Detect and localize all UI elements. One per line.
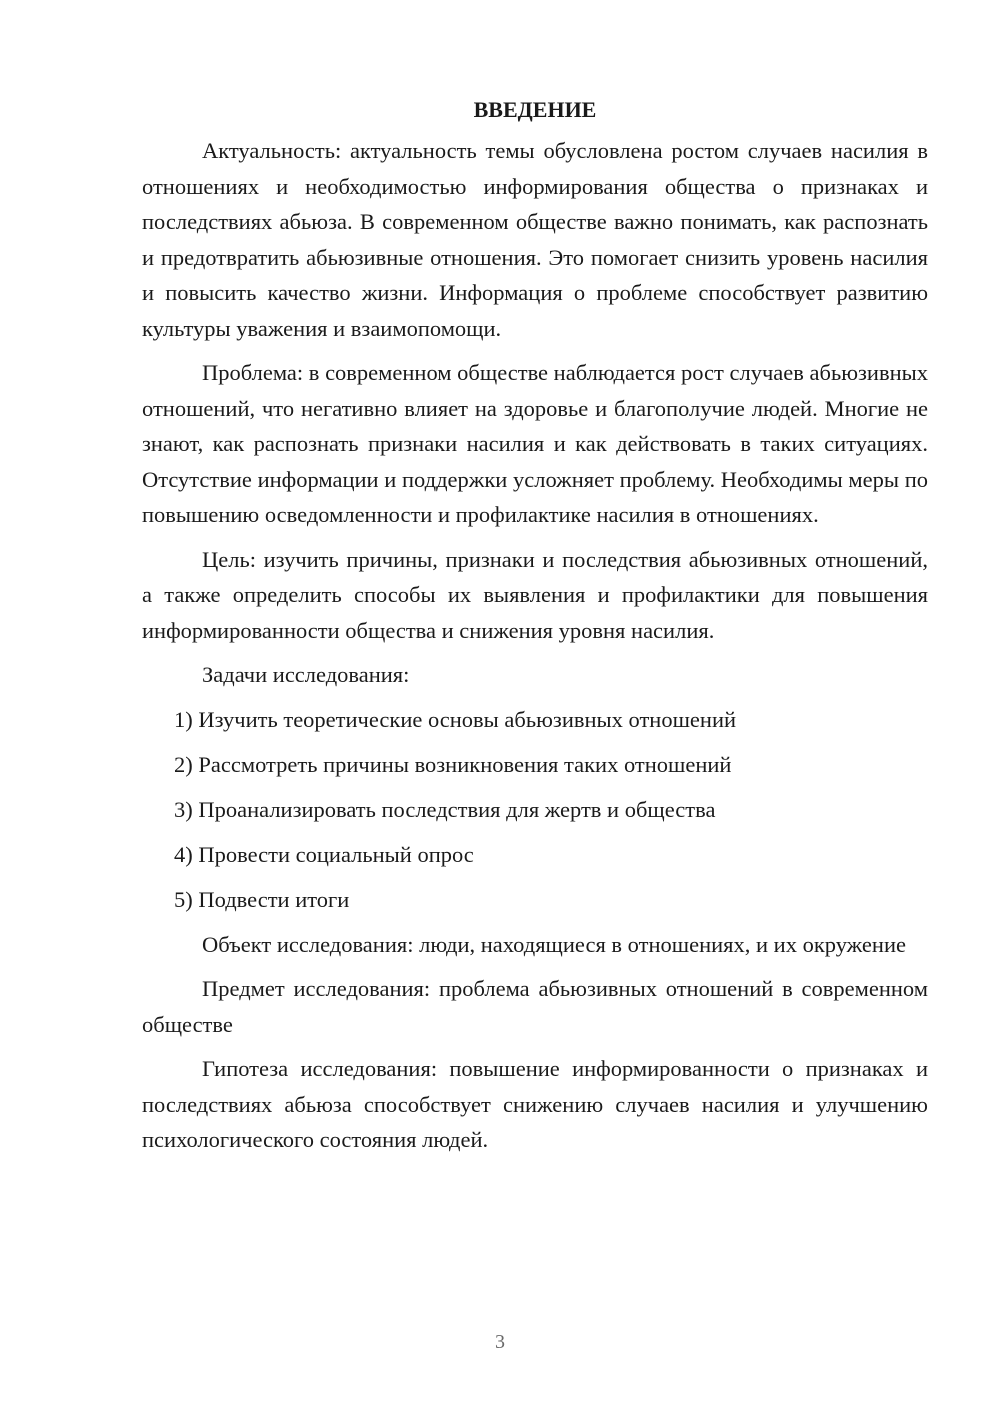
tasks-heading: Задачи исследования: bbox=[202, 662, 410, 687]
page-number: 3 bbox=[495, 1331, 505, 1353]
problem-paragraph: Проблема: в современном обществе наблюдается рост случаев абьюзивных отношений, что негативно влияет на здоровье и благополучие людей. Многие не знают, как распознать признаки насилия и как действовать в таких ситуациях. Отсутствие информации и поддержки усложняет проблему. Необходимы меры по повышению осведомленности и профилактике насилия в отношениях. bbox=[142, 360, 928, 527]
task-item-1: 1) Изучить теоретические основы абьюзивных отношений bbox=[174, 706, 737, 732]
task-item-5: 5) Подвести итоги bbox=[174, 886, 350, 912]
object-paragraph: Объект исследования: люди, находящиеся в отношениях, и их окружение bbox=[202, 931, 906, 957]
document-title: ВВЕДЕНИЕ bbox=[473, 97, 597, 122]
goal-paragraph: Цель: изучить причины, признаки и последствия абьюзивных отношений, а также определить способы их выявления и профилактики для повышения информированности общества и снижения уровня насилия. bbox=[142, 546, 928, 643]
document-page bbox=[142, 92, 928, 1167]
task-item-2: 2) Рассмотреть причины возникновения таких отношений bbox=[174, 751, 732, 777]
task-item-3: 3) Проанализировать последствия для жертв и общества bbox=[174, 796, 716, 822]
tasks-list bbox=[142, 702, 928, 918]
relevance-paragraph: Актуальность: актуальность темы обусловлена ростом случаев насилия в отношениях и необходимостью информирования общества о признаках и последствиях абьюза. В современном обществе важно понимать, как распознать и предотвратить абьюзивные отношения. Это помогает снизить уровень насилия и повысить качество жизни. Информация о проблеме способствует развитию культуры уважения и взаимопомощи. bbox=[142, 138, 928, 341]
hypothesis-paragraph: Гипотеза исследования: повышение информированности о признаках и последствиях абьюза способствует снижению случаев насилия и улучшению психологического состояния людей. bbox=[142, 1056, 928, 1152]
subject-paragraph: Предмет исследования: проблема абьюзивных отношений в современном обществе bbox=[142, 976, 928, 1037]
task-item-4: 4) Провести социальный опрос bbox=[174, 841, 474, 867]
